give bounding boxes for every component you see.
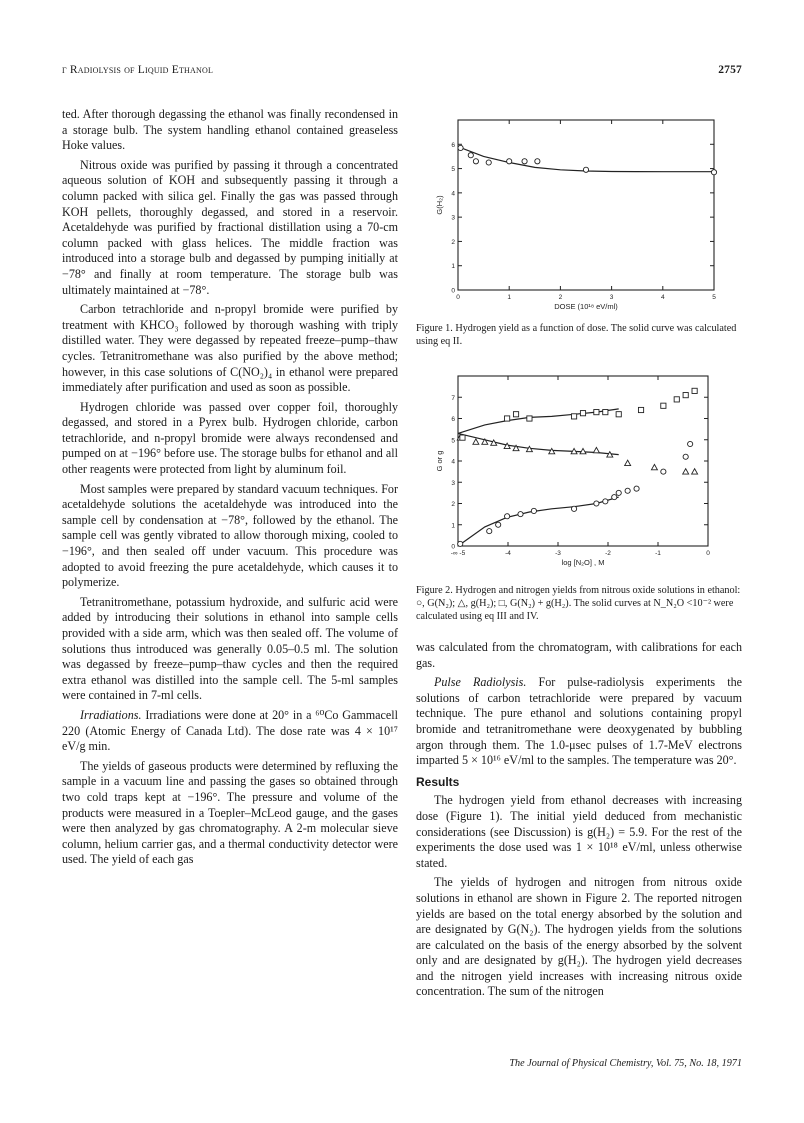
data-point-square (513, 412, 518, 417)
figure-1 (430, 112, 730, 322)
data-point-square (683, 393, 688, 398)
data-point-circle (535, 159, 540, 164)
y-tick-label: 5 (451, 166, 455, 174)
paragraph-text: For pulse-radiolysis experiments the solutions of carbon tetrachloride were prepared by vacuum technique. The pure ethanol and solutions containing propyl bromide and tetranitromethane were deoxygenated by bubbling argon through them. The 1.0-μsec pulses of 1.7-MeV electrons imparted 5 × 10¹⁶ eV/ml to the samples. The temperature was 20°. (416, 675, 742, 768)
paragraph-lead: Pulse Radiolysis. (434, 675, 527, 690)
data-point-square (638, 407, 643, 412)
data-point-square (594, 410, 599, 415)
data-point-circle (496, 522, 501, 527)
paragraph (62, 595, 398, 704)
page-number: 2757 (718, 64, 742, 76)
data-point-circle (487, 529, 492, 534)
paragraph-text: Hydrogen chloride was passed over copper foil, thoroughly degassed, and stored in a Pyrex bulb. Hydrogen chloride, carbon tetrachloride, and n-propyl bromide were always recondensed and pumped on at −196° before use. The storage bulbs for ethanol and all other reagents were protected from light by aluminum foil. (62, 399, 398, 477)
data-point-triangle (683, 469, 689, 474)
y-tick-label: 6 (451, 416, 455, 423)
x-tick-label: -1 (655, 550, 661, 557)
y-tick-label: 7 (451, 394, 455, 402)
y-tick-label: 1 (451, 263, 455, 271)
paragraph (62, 759, 398, 868)
y-tick-label: 2 (451, 238, 455, 246)
paragraph-text: Most samples were prepared by standard vacuum techniques. For acetaldehyde solutions the acetaldehyde was introduced into the sample cell by condensation at −78°, followed by the ethanol. The sample cell was gently vibrated to allow thorough mixing, cooled to −196°, and then sealed off under vacuum. This procedure was adopted to avoid freezing the pure acetaldehyde, which causes it to polymerize. (62, 481, 398, 590)
paragraph (62, 482, 398, 591)
data-point-square (580, 411, 585, 416)
data-point-circle (458, 541, 463, 546)
y-tick-label: 4 (451, 190, 455, 198)
x-tick-label: 5 (712, 294, 716, 301)
y-tick-label: 3 (451, 479, 455, 487)
x-tick-label: -2 (605, 550, 611, 557)
x-tick-label: -4 (505, 550, 511, 557)
paragraph (62, 107, 398, 154)
data-point-circle (571, 506, 576, 511)
data-point-circle (468, 153, 473, 158)
x-axis-label: DOSE (10¹⁸ eV/ml) (554, 302, 618, 311)
paragraph-text: The yields of hydrogen and nitrogen from nitrous oxide solutions in ethanol are shown in Figure 2. The reported nitrogen yields are based on the total energy absorbed by the solution and are designated by G(N₂). The hydrogen yields from the solutions are calculated on the basis of the energy absorbed by the solvent only and are designated by g(H₂). The hydrogen yield decreases and the nitrogen yield increases with increasing nitrous oxide concentration. The sum of the nitrogen (416, 875, 742, 999)
paragraph-text: Carbon tetrachloride and n-propyl bromide were purified by treatment with KHCO₃ followed by thorough washing with triply distilled water. They were degassed by repeated freeze–pump–thaw cycles. Tetranitromethane was also purified by the above method; however, in this case solutions of C(NO₂)₄ in ethanol were prepared immediately after purification and used as soon as possible. (62, 302, 398, 395)
data-point-circle (625, 488, 630, 493)
data-point-square (661, 403, 666, 408)
data-point-circle (531, 508, 536, 513)
paragraph (62, 302, 398, 396)
paragraph (416, 875, 742, 1000)
paragraph (416, 640, 742, 671)
x-tick-label: 2 (558, 294, 563, 301)
paragraph-text: Nitrous oxide was purified by passing it through a concentrated aqueous solution of KOH and subsequently passing it through a column packed with silica gel. Finally the gas was passed through KOH pellets, thoroughly degassed, and stored in a reservoir. Acetaldehyde was purified by fractional distillation using a 70-cm column packed with glass helices. The middle fraction was introduced into a storage bulb and degassed by pumping initially at −78° and finally at room temperature. The storage bulb was ultimately maintained at −78°. (62, 157, 398, 297)
figure-2-caption: Figure 2. Hydrogen and nitrogen yields from nitrous oxide solutions in ethanol: ○, G(N₂); △, g(H₂); □, G(N₂) + g(H₂). The solid curves at N_N₂O <10⁻² were calculated using eq III and IV. (416, 585, 741, 622)
running-head (62, 64, 742, 82)
y-tick-label: 4 (451, 458, 455, 466)
data-point-triangle (549, 448, 555, 453)
x-tick-label: 0 (456, 294, 460, 301)
y-tick-label: 0 (451, 287, 455, 295)
y-tick-label: 3 (451, 214, 455, 222)
plot-frame (458, 120, 714, 290)
running-title: γ Radiolysis of Liquid Ethanol (62, 64, 214, 76)
y-tick-label: 0 (451, 543, 455, 551)
data-point-circle (612, 495, 617, 500)
data-point-circle (688, 441, 693, 446)
x-tick-label: -3 (555, 550, 561, 557)
data-point-triangle (625, 460, 631, 465)
data-point-circle (522, 159, 527, 164)
y-tick-label: 2 (451, 501, 455, 508)
data-point-square (571, 414, 576, 419)
x-tick-label: -∞ -5 (450, 550, 466, 557)
x-tick-label: 3 (609, 294, 614, 301)
paragraph-text: The yields of gaseous products were determined by refluxing the sample in a vacuum line and passing the gases so obtained through two cold traps kept at −196°. The pressure and volume of the products were measured in a Toepler–McLeod gauge, and the gases were then analyzed by gas chromatography. A 2-m molecular sieve column, helium carrier gas, and a thermal conductivity detector were used. The yield of each gas (62, 758, 398, 867)
data-point-triangle (692, 469, 698, 474)
x-axis-label: log [N₂O] , M (561, 558, 605, 567)
data-point-square (692, 388, 697, 393)
data-point-circle (486, 160, 491, 165)
data-point-square (505, 416, 510, 421)
data-point-circle (473, 159, 478, 164)
y-axis-label: G(H₂) (435, 195, 444, 215)
y-axis-label: G or g (435, 450, 444, 472)
paragraph (416, 675, 742, 769)
paragraph (62, 158, 398, 298)
paragraph-text: was calculated from the chromatogram, with calibrations for each gas. (416, 640, 742, 670)
data-point-circle (661, 469, 666, 474)
data-point-circle (505, 514, 510, 519)
paragraph-text: Irradiations were done at 20° in a ⁶⁰Co Gammacell 220 (Atomic Energy of Canada Ltd). The dose rate was 4 × 10¹⁷ eV/g min. (62, 707, 398, 754)
data-point-circle (507, 159, 512, 164)
y-tick-label: 1 (451, 522, 455, 530)
paragraph-text: The hydrogen yield from ethanol decreases with increasing dose (Figure 1). The initial yield deduced from mechanistic considerations (see Discussion) is g(H₂) = 5.9. For the rest of the experiments the dose used was 1 × 10¹⁸ eV/ml, unless otherwise stated. (416, 793, 742, 870)
data-point-triangle (593, 447, 599, 452)
paragraph-text: Tetranitromethane, potassium hydroxide, and sulfuric acid were added by introducing their solutions in ethanol into sample cells provided with a side arm, which was then sealed off. The volume of solutions thus introduced was generally 0.05–0.5 ml. The solution was degassed by freeze–pump–thaw cycles and then the required extra ethanol was distilled into the sample cell. The 5-ml samples were contained in 7-ml cells. (62, 594, 398, 703)
paragraph-text: ted. After thorough degassing the ethanol was finally recondensed in a storage bulb. The system handling ethanol contained greaseless Hoke values. (62, 107, 398, 153)
data-point-circle (634, 486, 639, 491)
data-point-square (527, 416, 532, 421)
data-point-circle (711, 170, 716, 175)
data-point-circle (583, 167, 588, 172)
data-point-circle (616, 490, 621, 495)
paragraph (62, 400, 398, 478)
left-column (62, 107, 398, 872)
y-tick-label: 6 (451, 141, 455, 149)
data-point-circle (683, 454, 688, 459)
right-column (416, 640, 742, 1004)
data-point-triangle (473, 439, 479, 444)
figure-2-chart (430, 368, 730, 578)
paragraph-lead: Irradiations. (80, 707, 142, 722)
data-point-circle (603, 499, 608, 504)
journal-footer: The Journal of Physical Chemistry, Vol. 75, No. 18, 1971 (509, 1058, 742, 1069)
data-point-square (603, 410, 608, 415)
x-tick-label: 1 (507, 294, 512, 301)
section-heading: Results (416, 774, 460, 789)
y-tick-label: 5 (451, 437, 455, 445)
data-point-square (616, 412, 621, 417)
figure-2 (430, 368, 730, 578)
data-point-circle (594, 501, 599, 506)
paragraph (62, 708, 398, 755)
x-tick-label: 0 (706, 550, 710, 557)
figure-1-chart (430, 112, 730, 322)
data-point-triangle (651, 464, 657, 469)
data-point-square (674, 397, 679, 402)
data-point-circle (458, 145, 463, 150)
plot-frame (458, 376, 708, 546)
paragraph (416, 793, 742, 871)
data-point-square (460, 435, 465, 440)
x-tick-label: 4 (660, 294, 665, 301)
data-point-circle (518, 512, 523, 517)
figure-1-caption: Figure 1. Hydrogen yield as a function of dose. The solid curve was calculated using eq II. (416, 323, 737, 347)
